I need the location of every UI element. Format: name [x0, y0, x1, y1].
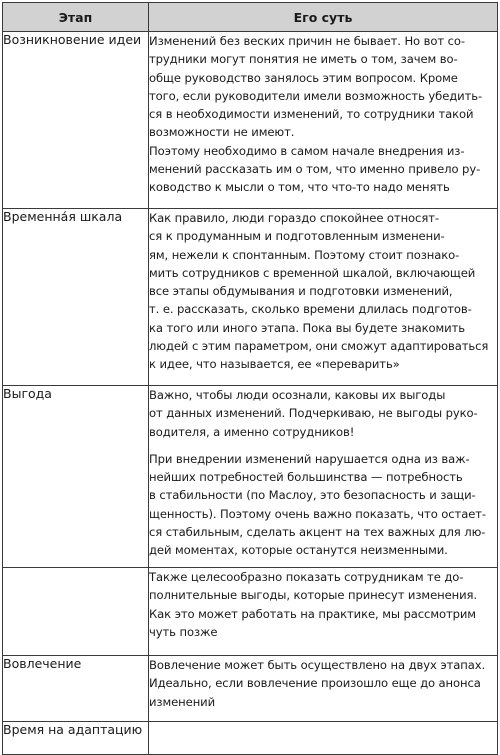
text-line: ся к продуманным и подготовленным изменени- — [149, 229, 445, 244]
essence-cell — [149, 32, 498, 209]
text-line: ям, нежели к спонтанным. Поэтому стоит познако- — [149, 247, 460, 262]
header-stage: Этап — [3, 3, 149, 32]
table-row — [3, 568, 498, 656]
text-line: мить сотрудников с временной шкалой, включающей — [149, 265, 476, 280]
text-line: все этапы обдумывания и подготовки изменений, — [149, 284, 453, 299]
table-row — [3, 656, 498, 722]
text-line: изменений — [149, 694, 216, 709]
text-line: Вовлечение может быть осуществлено на двух этапах. — [149, 658, 486, 672]
text-line: полнительные выгоды, которые принесут изменения. — [149, 588, 477, 603]
stage-cell: Вовлечение — [3, 656, 149, 722]
essence-cell — [149, 722, 498, 755]
paragraph — [149, 656, 497, 711]
table-row — [3, 209, 498, 386]
stage-cell: Выгода — [3, 386, 149, 568]
text-line: водителя, а именно сотрудников! — [149, 424, 355, 439]
text-line: дей моментах, которые останутся неизменными. — [149, 543, 448, 558]
text-line: возможности не имеют. — [149, 125, 295, 140]
text-line: в стабильности (по Маслоу, это безопасность и защи- — [149, 488, 476, 503]
essence-cell — [149, 568, 498, 656]
text-line: того, если руководители имели возможность убедить- — [149, 88, 483, 103]
paragraph — [149, 209, 497, 374]
text-line: ся в необходимости изменений, то сотрудники такой — [149, 107, 474, 122]
content-table — [2, 2, 498, 755]
text-line: Идеально, если вовлечение произошло еще до анонса — [149, 676, 481, 691]
text-line: Как это может работать на практике, мы рассмотрим — [149, 606, 476, 621]
header-essence: Его суть — [149, 3, 498, 32]
paragraph — [149, 386, 497, 441]
essence-cell — [149, 209, 498, 386]
stage-cell: Возникновение идеи — [3, 32, 149, 209]
table-row — [3, 386, 498, 568]
text-line: Поэтому необходимо в самом начале внедрения из- — [149, 143, 465, 158]
text-line: Также целесообразно показать сотрудникам те до- — [149, 570, 464, 584]
text-line: щенность). Поэтому очень важно показать, что остает- — [149, 506, 486, 521]
text-line: Изменений без веских причин не бывает. Но вот со- — [149, 34, 465, 48]
text-line: ка того или иного этапа. Пока вы будете знакомить — [149, 320, 465, 335]
stage-cell: Временна́я шкала — [3, 209, 149, 386]
text-line: от данных изменений. Подчеркиваю, не выгоды руко- — [149, 406, 478, 421]
text-line: к идее, что называется, ее «переварить» — [149, 357, 400, 372]
essence-cell — [149, 386, 498, 568]
stage-cell: Время на адаптацию — [3, 722, 149, 755]
text-line: ководство к мысли о том, что что-то надо менять — [149, 180, 450, 195]
text-line: т. е. рассказать, сколько времени длилась подготов- — [149, 302, 472, 317]
text-line: обще руководство занялось этим вопросом. Кроме — [149, 70, 458, 85]
text-line: При внедрении изменений нарушается одна из важ- — [149, 451, 470, 466]
paragraph — [149, 32, 497, 197]
text-line: Важно, чтобы люди осознали, каковы их выгоды — [149, 388, 446, 402]
header-row — [3, 3, 498, 32]
paragraph — [149, 568, 497, 641]
table-row — [3, 32, 498, 209]
stage-cell — [3, 568, 149, 656]
text-line: ся стабильным, сделать акцент на тех важных для лю- — [149, 525, 486, 540]
text-line: Как правило, люди гораздо спокойнее относят- — [149, 211, 439, 225]
text-line: нейших потребностей большинства — потребность — [149, 470, 463, 485]
essence-cell — [149, 656, 498, 722]
text-line: чуть позже — [149, 624, 218, 639]
text-line: трудники могут понятия не иметь о том, зачем во- — [149, 52, 458, 67]
text-line: людей с этим параметром, они сможут адаптироваться — [149, 339, 489, 354]
table-row — [3, 722, 498, 755]
text-line: менений рассказать им о том, что именно привело ру- — [149, 162, 481, 177]
paragraph — [149, 450, 497, 560]
